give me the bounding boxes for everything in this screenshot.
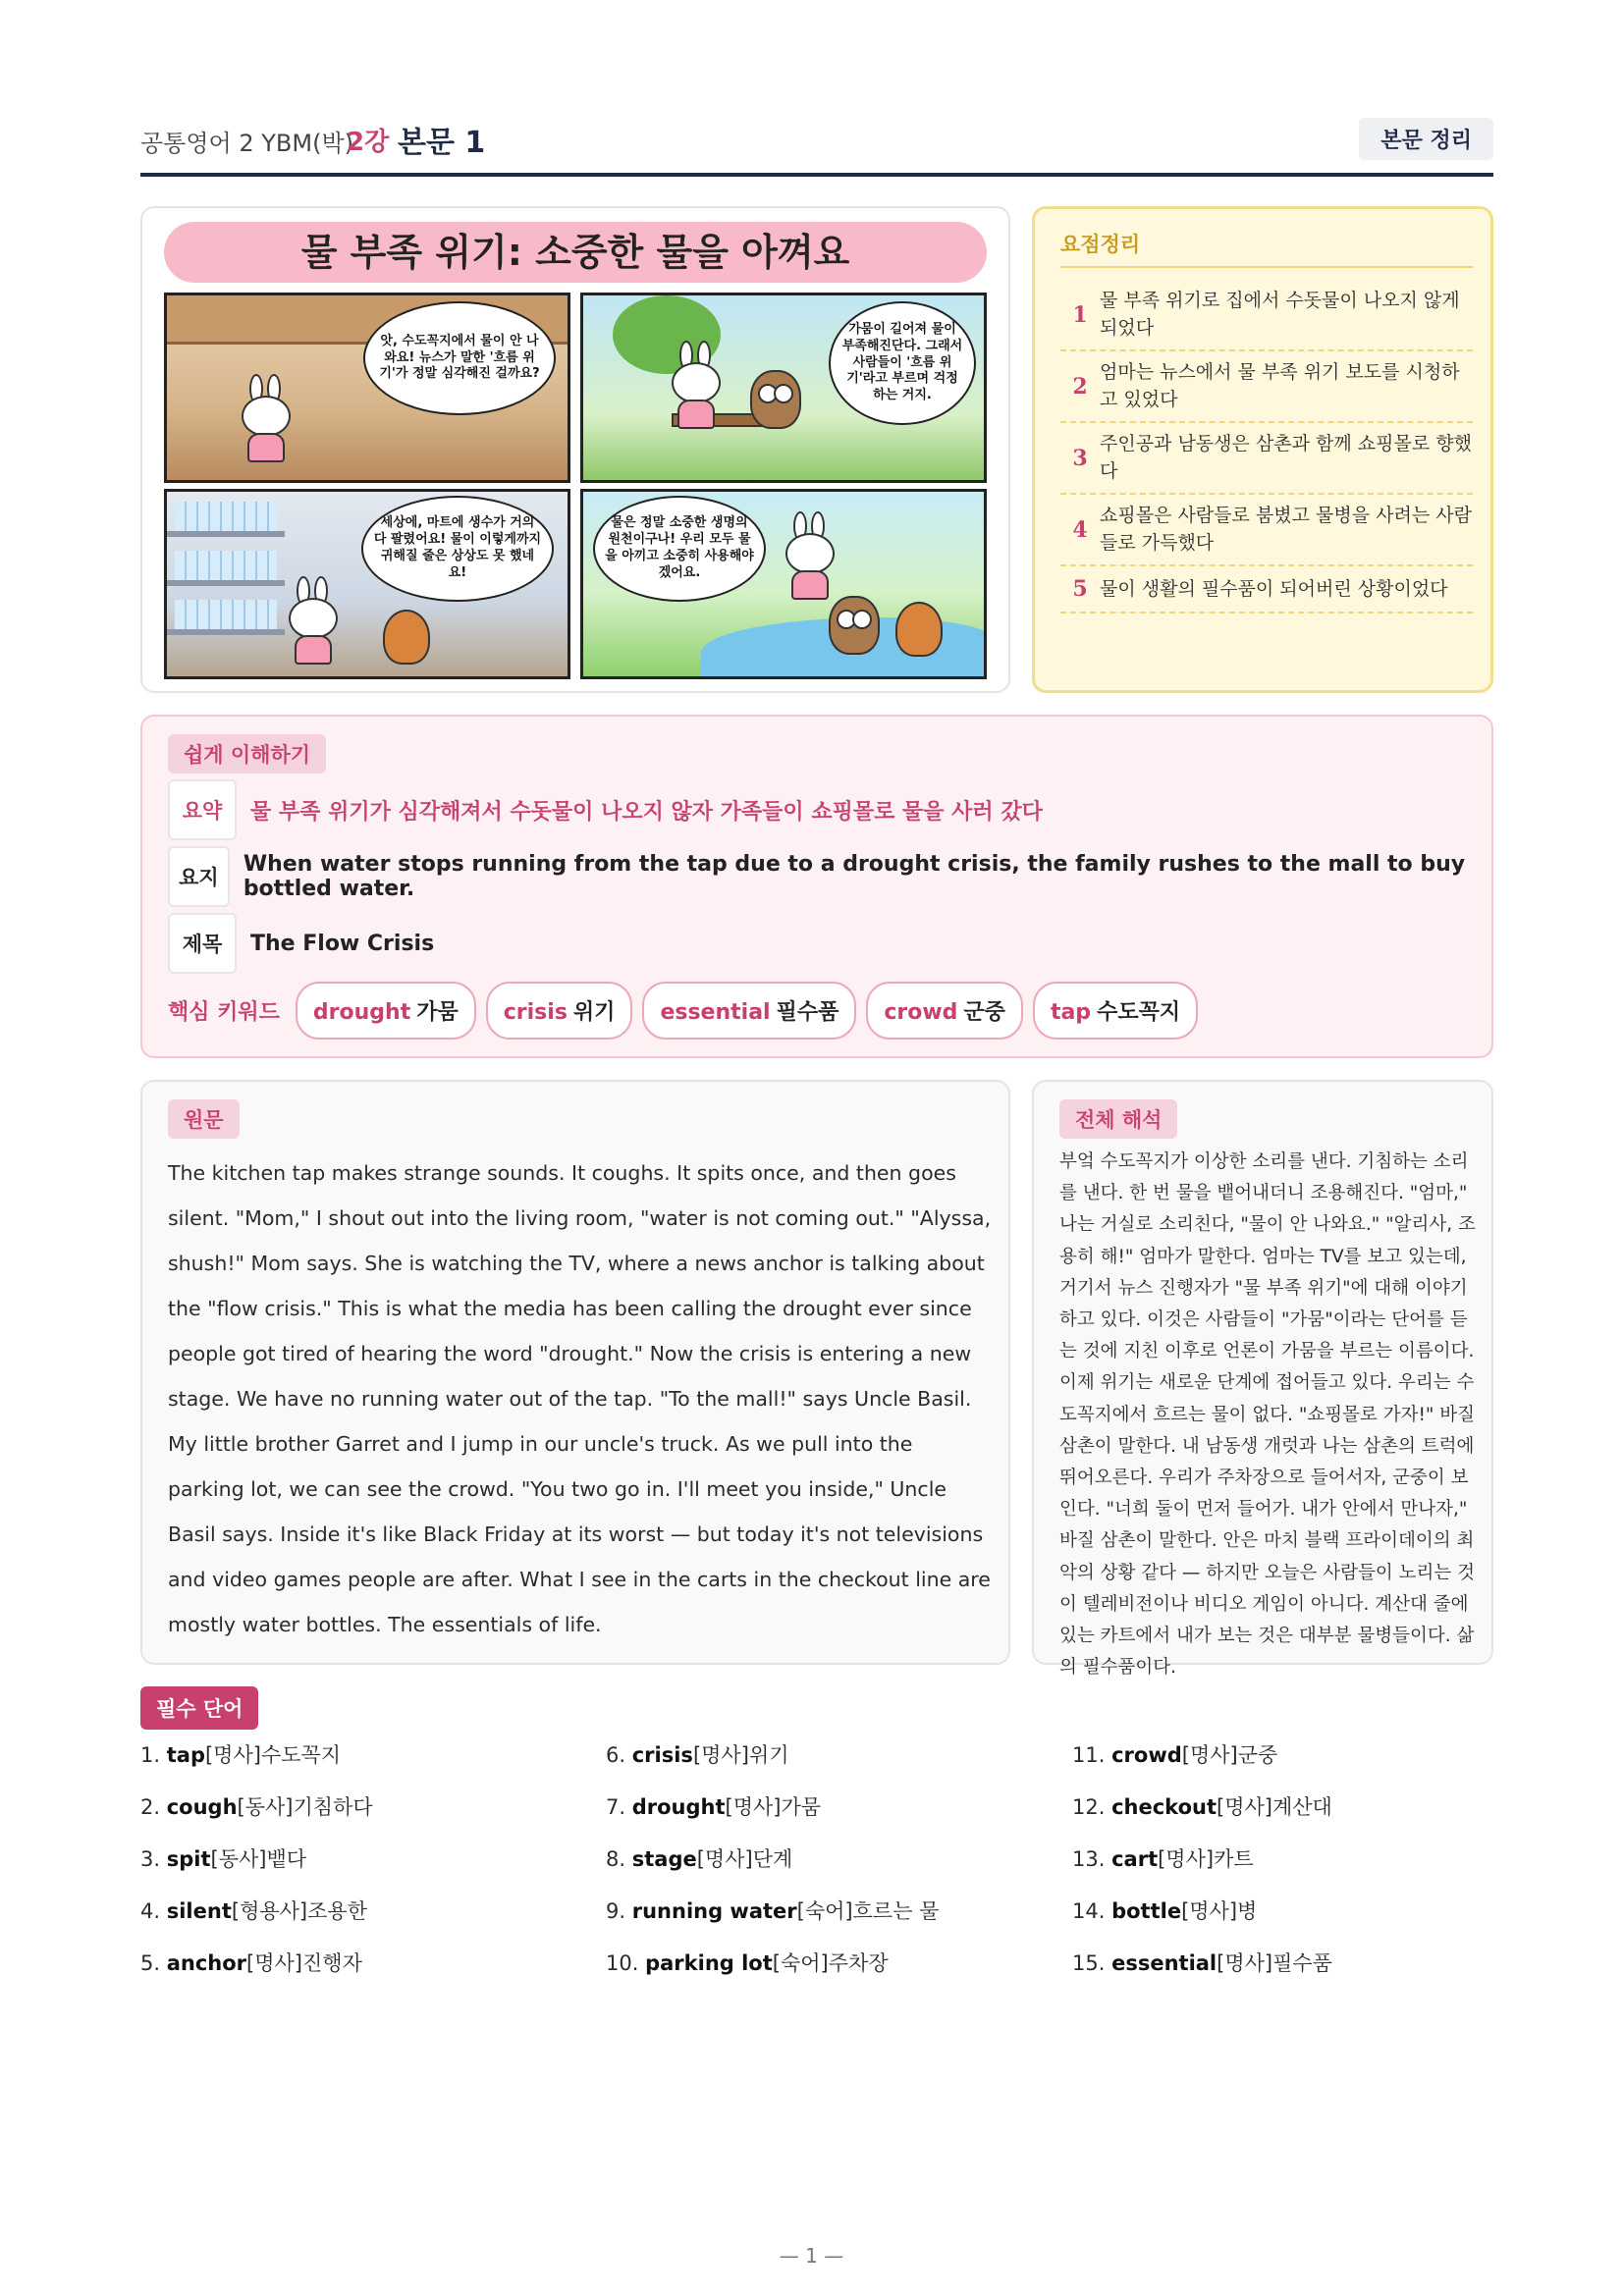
easy-understanding-label: 쉽게 이해하기 — [168, 734, 326, 774]
keyword-chip: tap 수도꼭지 — [1033, 982, 1198, 1040]
bunny-character — [666, 341, 727, 429]
vocab-item: 6. crisis[명사]위기 — [606, 1743, 789, 1767]
list-item: 5 물이 생활의 필수품이 되어버린 상황이었다 — [1060, 566, 1473, 614]
original-passage: The kitchen tap makes strange sounds. It coughs. It spits once, and then goes silent. "Mom," I shout out into the living room, "water is not coming out." "Alyssa, shush!" Mom says. She is watching the TV, where a news anchor is talking about the "flow crisis." This is what the media has been calling the drought ever since people got tired of hearing the word "drought." Now the crisis is entering a new stage. We have no running water out of the tap. "To the mall!" says Uncle Basil. My little brother Garret and I jump in our uncle's truck. As we pull into the parking lot, we can see the crowd. "You two go in. I'll meet you inside," Uncle Basil says. Inside it's like Black Friday at its worst — but today it's not televisions and video games people are after. What I see in the carts in the checkout line are mostly water bottles. The essentials of life. — [168, 1161, 992, 1636]
lesson-number: 2강 — [347, 128, 390, 157]
vocab-column — [140, 1739, 373, 2000]
summary-key: 요약 — [168, 779, 237, 840]
key-points-box — [1032, 206, 1493, 693]
title-row — [168, 913, 434, 974]
keywords-row — [168, 982, 1208, 1040]
vocab-item: 2. cough[동사]기침하다 — [140, 1795, 373, 1819]
keyword-chip: drought 가뭄 — [296, 982, 476, 1040]
course-name: 공통영어 2 YBM(박) — [140, 130, 354, 157]
vocab-item: 15. essential[명사]필수품 — [1072, 1951, 1332, 1975]
key-points-list — [1060, 280, 1473, 614]
vocab-column — [606, 1739, 939, 2000]
bunny-character — [283, 576, 344, 665]
owl-character — [750, 370, 801, 429]
keywords-label: 핵심 키워드 — [168, 1000, 280, 1025]
translation-box — [1032, 1080, 1493, 1679]
title-text: The Flow Crisis — [250, 931, 435, 956]
comic-panel-park — [580, 293, 987, 483]
vocab-item: 11. crowd[명사]군중 — [1072, 1743, 1278, 1767]
keyword-chip: essential 필수품 — [642, 982, 856, 1040]
vocab-label: 필수 단어 — [140, 1686, 258, 1730]
vocab-column — [1072, 1739, 1332, 2000]
section-tag: 본문 정리 — [1359, 118, 1493, 160]
gist-row — [168, 846, 1491, 907]
vocab-item: 14. bottle[명사]병 — [1072, 1899, 1258, 1923]
gist-key: 요지 — [168, 846, 230, 907]
comic-panel-kitchen — [164, 293, 570, 483]
translation-passage: 부엌 수도꼭지가 이상한 소리를 낸다. 기침하는 소리를 낸다. 한 번 물을 뱉어내더니 조용해진다. "엄마," 나는 거실로 소리친다, "물이 안 나와요." "알리사, 조용히 해!" 엄마가 말한다. 엄마는 TV를 보고 있는데, 거기서 뉴스 진행자가 "물 부족 위기"에 대해 이야기하고 있다. 이것은 사람들이 "가뭄"이라는 단어를 듣는 것에 지친 이후로 언론이 가뭄을 부르는 이름이다. 이제 위기는 새로운 단계에 접어들고 있다. 우리는 수도꼭지에서 흐르는 물이 없다. "쇼핑몰로 가자!" 바질 삼촌이 말한다. 내 남동생 개럿과 나는 삼촌의 트럭에 뛰어오른다. 우리가 주차장으로 들어서자, 군중이 보인다. "너희 둘이 먼저 들어가. 내가 안에서 만나자," 바질 삼촌이 말한다. 안은 마치 블랙 프라이데이의 최악의 상황 같다 — 하지만 오늘은 사람들이 노리는 것이 텔레비전이나 비디오 게임이 아니다. 계산대 줄에 있는 카트에서 내가 보는 것은 대부분 물병들이다. 삶의 필수품이다. — [1059, 1151, 1476, 1679]
section-title: 본문 1 — [398, 126, 486, 160]
speech-bubble: 앗, 수도꼭지에서 물이 안 나와요! 뉴스가 말한 '흐름 위기'가 정말 심각해진 걸까요? — [363, 301, 556, 415]
page-number: — 1 — — [779, 2244, 844, 2268]
list-item: 1 물 부족 위기로 집에서 수돗물이 나오지 않게 되었다 — [1060, 280, 1473, 351]
vocab-item: 5. anchor[명사]진행자 — [140, 1951, 362, 1975]
list-item: 2 엄마는 뉴스에서 물 부족 위기 보도를 시청하고 있었다 — [1060, 351, 1473, 423]
comic-panel-river — [580, 489, 987, 679]
gist-text: When water stops running from the tap due to a drought crisis, the family rushes to the mall to buy bottled water. — [243, 852, 1466, 901]
list-item: 3 주인공과 남동생은 삼촌과 함께 쇼핑몰로 향했다 — [1060, 423, 1473, 495]
vocab-item: 1. tap[명사]수도꼭지 — [140, 1743, 342, 1767]
page-header — [140, 116, 1493, 177]
easy-understanding-box — [140, 715, 1493, 1058]
vocab-item: 7. drought[명사]가뭄 — [606, 1795, 822, 1819]
squirrel-character — [895, 602, 943, 657]
key-points-title: 요점정리 — [1060, 229, 1473, 268]
vocab-item: 10. parking lot[숙어]주차장 — [606, 1951, 889, 1975]
vocab-item: 3. spit[동사]뱉다 — [140, 1847, 307, 1871]
speech-bubble: 세상에, 마트에 생수가 거의 다 팔렸어요! 물이 이렇게까지 귀해질 줄은 상상도 못 했네요! — [361, 496, 554, 602]
summary-text: 물 부족 위기가 심각해져서 수돗물이 나오지 않자 가족들이 쇼핑몰로 물을 사러 갔다 — [250, 799, 1043, 825]
title-key: 제목 — [168, 913, 237, 974]
comic-illustration — [140, 206, 1010, 693]
keyword-chip: crowd 군중 — [866, 982, 1023, 1040]
vocab-item: 13. cart[명사]카트 — [1072, 1847, 1254, 1871]
owl-character — [829, 596, 880, 655]
original-text-box — [140, 1080, 1010, 1665]
comic-title: 물 부족 위기: 소중한 물을 아껴요 — [164, 222, 987, 283]
vocab-item: 4. silent[형용사]조용한 — [140, 1899, 367, 1923]
summary-row — [168, 779, 1043, 840]
bunny-character — [780, 511, 840, 600]
bunny-character — [236, 374, 297, 462]
keyword-chip: crisis 위기 — [486, 982, 633, 1040]
vocab-item: 12. checkout[명사]계산대 — [1072, 1795, 1332, 1819]
comic-panel-store — [164, 489, 570, 679]
squirrel-character — [383, 610, 430, 665]
speech-bubble: 가뭄이 길어져 물이 부족해진단다. 그래서 사람들이 '흐름 위기'라고 부르며 걱정하는 거지. — [829, 301, 976, 425]
translation-label: 전체 해석 — [1059, 1099, 1177, 1139]
list-item: 4 쇼핑몰은 사람들로 붐볐고 물병을 사려는 사람들로 가득했다 — [1060, 495, 1473, 566]
original-label: 원문 — [168, 1099, 240, 1139]
vocab-item: 9. running water[숙어]흐르는 물 — [606, 1899, 940, 1923]
vocab-item: 8. stage[명사]단계 — [606, 1847, 793, 1871]
speech-bubble: 물은 정말 소중한 생명의 원천이구나! 우리 모두 물을 아끼고 소중히 사용해야겠어요. — [593, 496, 766, 602]
